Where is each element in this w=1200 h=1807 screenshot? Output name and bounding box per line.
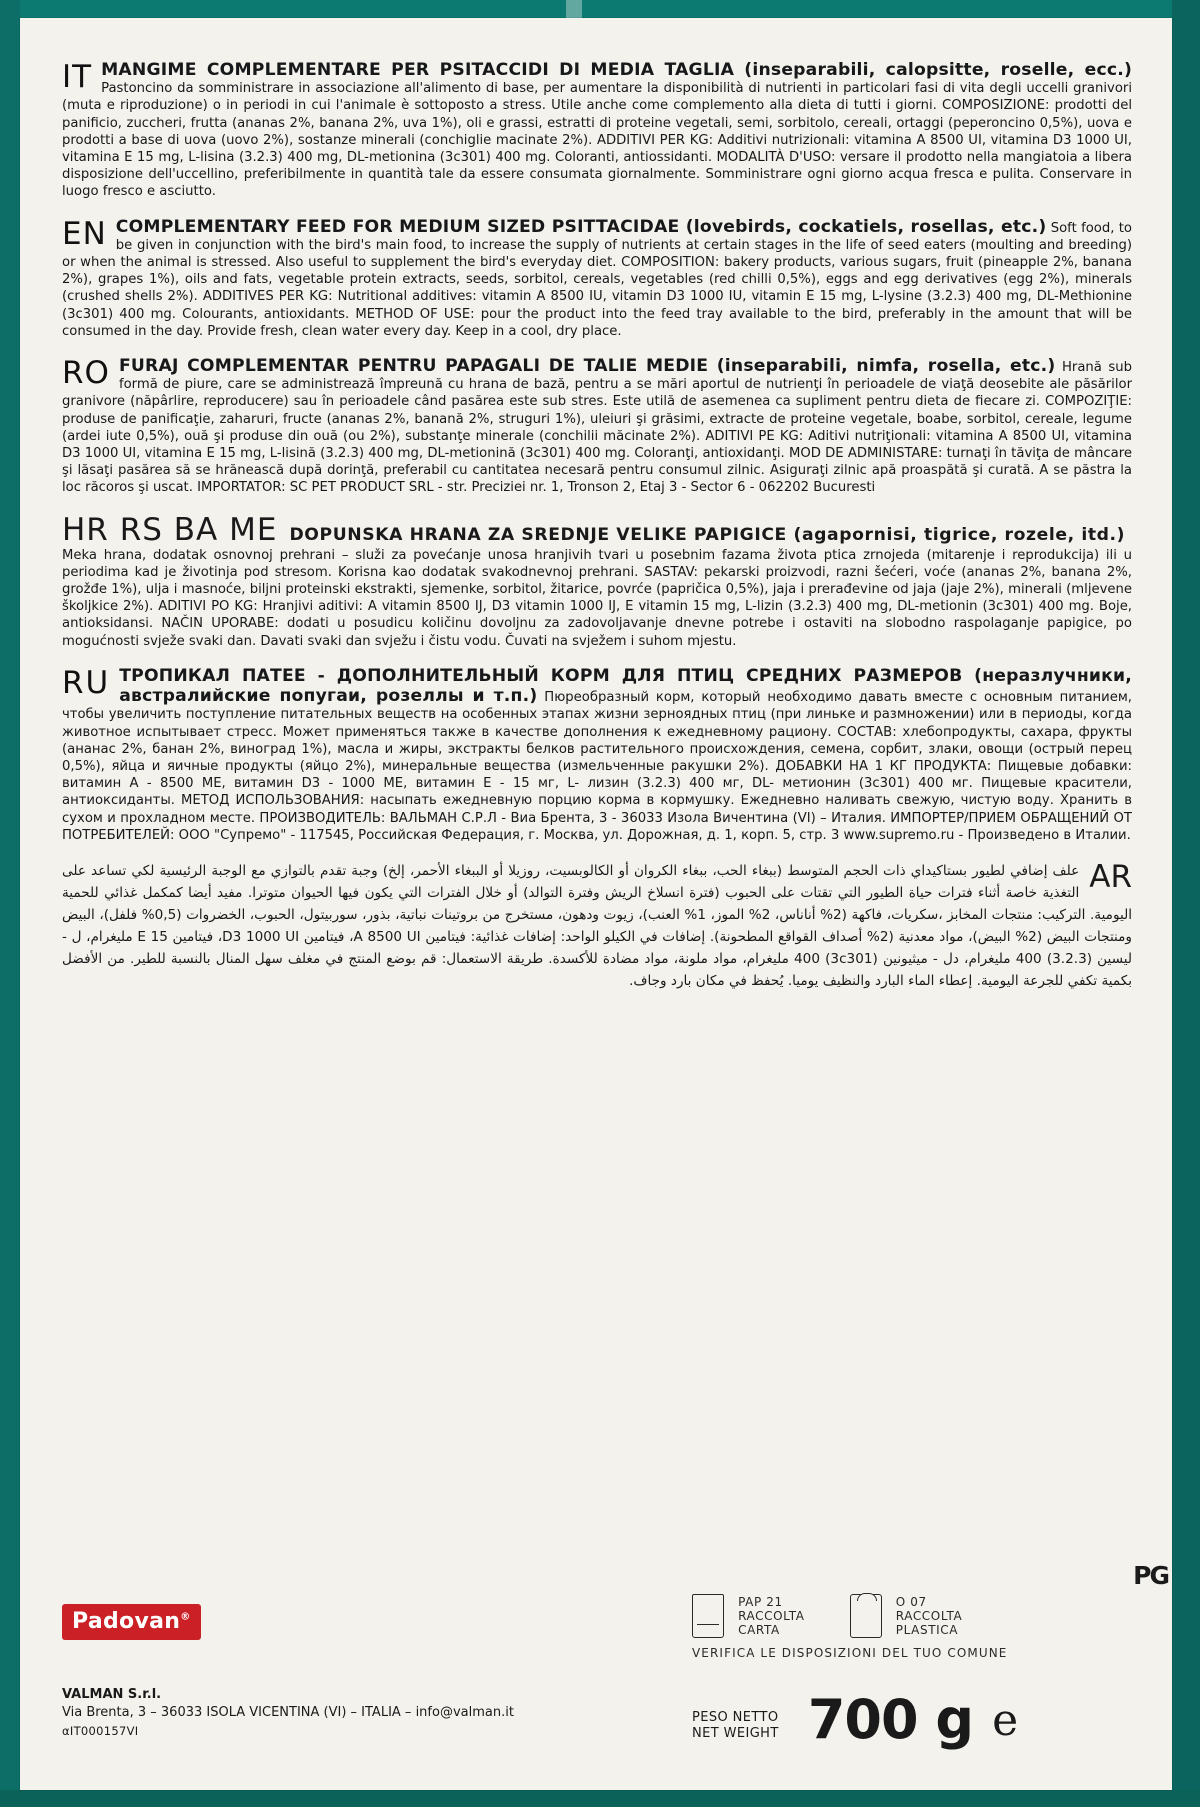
block-body-ro: Hrană sub formă de piure, care se administrează împreună cu hrana de bază, pentru a se mări aportul de nutrienţi în perioadele de viaţă deosebite ale păsărilor granivore (năpârlire, reproducere) sau în perioadele când pasărea este sub stres. Este utilă de asemenea ca supliment pentru dieta de fiecare zi. COMPOZIŢIE: produse de panificaţie, zaharuri, fructe (ananas 2%, banană 2%, struguri 1%), uleiuri şi grăsimi, extracte de proteine vegetale, boabe, sorbitol, cereale, legume (ardei iute 0,5%), ouă şi produse din ouă (ou 2%), substanţe minerale (conchilii măcinate 2%). ADITIVI PE KG: Aditivi nutriţionali: vitamina A 8500 UI, vitamina D3 1000 UI, vitamina E 15 mg, L-lisină (3.2.3) 400 mg, DL-metionină (3c301) 400 mg. Coloranţi, antioxidanţi. MOD DE ADMINISTARE: turnaţi în tăviţa de mâncare şi lăsaţi pasărea să se hrănească după dorinţă, preferabil cu cantitatea necesară pentru consumul zilnic. Asiguraţi zilnic apă proaspătă şi curată. A se păstra la loc răcoros şi uscat. IMPORTATOR: SC PET PRODUCT SRL - str. Preciziei nr. 1, Tronson 2, Etaj 3 - Sector 6 - 062202 Bucuresti — [62, 360, 1132, 496]
net-weight-value: 700 g — [807, 1688, 973, 1751]
block-body-en: Soft food, to be given in conjunction with the bird's main food, to increase the supply of nutrients at certain stages in the life of seed eaters (moulting and breeding) or when the animal is stressed. Also useful to supplement the bird's everyday diet. COMPOSITION: bakery products, various sugars, fruit (pineapple 2%, banana 2%), grapes 1%), oils and fats, vegetable protein extracts, seeds, sorbitol, cereals, vegetables (red chilli 0,5%), eggs and egg derivatives (egg 2%), minerals (crushed shells 2%). ADDITIVES PER KG: Nutritional additives: vitamin A 8500 IU, vitamin D3 1000 IU, vitamin E 15 mg, L-lysine (3.2.3) 400 mg, DL-Methionine (3c301) 400 mg. Colourants, antioxidants. METHOD OF USE: pour the product into the feed tray available to the bird, preferably in the amount that will be consumed in the day. Provide fresh, clean water every day. Keep in a cool, dry place. — [62, 220, 1132, 339]
block-text-it — [62, 60, 1132, 201]
recycling-verify-note: VERIFICA LE DISPOSIZIONI DEL TUO COMUNE — [692, 1646, 1008, 1660]
recycling-line2-plastic: PLASTICA — [895, 1623, 959, 1637]
padovan-logo — [62, 1604, 201, 1640]
recycling-item-plastic — [850, 1594, 963, 1638]
language-code-en: EN — [62, 215, 107, 252]
language-block-hr-rs-ba-me — [62, 513, 1132, 650]
batch-code: αIT000157VI — [62, 1724, 139, 1738]
block-title-it: MANGIME COMPLEMENTARE PER PSITACCIDI DI MEDIA TAGLIA (inseparabili, calopsitte, roselle, ecc.) — [101, 60, 1132, 80]
package-right-edge — [1172, 0, 1200, 1807]
company-name: VALMAN S.r.l. — [62, 1687, 162, 1702]
language-block-en — [62, 217, 1132, 340]
brand-name: Padovan — [72, 1609, 181, 1634]
language-code-ar: AR — [1089, 858, 1132, 895]
recycling-marks — [692, 1594, 1022, 1638]
hr-heading-row — [62, 513, 1132, 547]
net-weight-label-it: PESO NETTO — [692, 1710, 779, 1725]
package-scuff-mark — [566, 0, 582, 18]
block-title-ru: ТРОПИКАЛ ПАТЕЕ - ДОПОЛНИТЕЛЬНЫЙ КОРМ ДЛЯ ПТИЦ СРЕДНИХ РАЗМЕРОВ (неразлучники, австралийские попугаи, розеллы и т.п.) — [119, 665, 1132, 707]
recycling-item-paper — [692, 1594, 805, 1638]
language-code-hr-rs-ba-me: HR RS BA ME — [62, 511, 278, 548]
language-code-ru: RU — [62, 664, 111, 701]
net-weight-label-en: NET WEIGHT — [692, 1726, 779, 1741]
block-title-hr: DOPUNSKA HRANA ZA SREDNJE VELIKE PAPIGICE (agapornisi, tigrice, rozele, itd.) — [289, 524, 1126, 545]
block-text-ru — [62, 666, 1132, 844]
net-weight-labels — [692, 1710, 779, 1746]
paper-box-icon — [692, 1594, 724, 1638]
plastic-bag-icon — [850, 1594, 882, 1638]
block-title-en: COMPLEMENTARY FEED FOR MEDIUM SIZED PSITTACIDAE (lovebirds, cockatiels, rosellas, etc.) — [115, 216, 1047, 237]
recycling-code-paper: PAP 21 — [738, 1595, 783, 1609]
label-panel — [20, 18, 1172, 1790]
language-block-ar — [62, 860, 1132, 992]
language-code-it: IT — [62, 59, 93, 95]
block-text-ro — [62, 356, 1132, 497]
recycling-line2-paper: CARTA — [738, 1623, 780, 1637]
recycling-line1-paper: RACCOLTA — [738, 1609, 805, 1623]
language-block-it — [62, 60, 1132, 201]
package-bottom-edge — [0, 1790, 1200, 1807]
label-content — [20, 18, 1172, 1008]
language-block-ro — [62, 356, 1132, 497]
block-title-ro: FURAJ COMPLEMENTAR PENTRU PAPAGALI DE TALIE MEDIE (inseparabili, nimfa, rosella, etc.) — [118, 356, 1056, 377]
net-weight-block — [692, 1688, 1162, 1751]
language-code-ro: RO — [62, 355, 110, 392]
label-footer — [62, 1594, 1132, 1764]
recycling-line1-plastic: RACCOLTA — [895, 1609, 963, 1623]
recycling-code-plastic: O 07 — [895, 1595, 927, 1609]
company-info — [62, 1686, 514, 1740]
language-block-ru — [62, 666, 1132, 844]
package-top-edge — [0, 0, 1200, 18]
recycling-text-plastic — [896, 1594, 963, 1637]
eac-conformity-mark: PG — [1133, 1561, 1168, 1590]
recycling-text-paper — [738, 1594, 805, 1637]
block-body-it: Pastoncino da somministrare in associazione all'alimento di base, per aumentare la disponibilità di nutrienti in particolari fasi di vita degli uccelli granivori (muta e riproduzione) o in periodi in cui l'animale è sottoposto a stress. Utile anche come complemento alla dieta di tutti i giorni. COMPOSIZIONE: prodotti del panificio, zuccheri, frutta (ananas 2%, banana 2%, uva 1%), oli e grassi, estratti di proteine vegetali, semi, sorbitolo, cereali, ortaggi (peperoncino 0,5%), uova e prodotti a base di uova (uovo 2%), sostanze minerali (conchiglie macinate 2%). ADDITIVI PER KG: Additivi nutrizionali: vitamina A 8500 UI, vitamina D3 1000 UI, vitamina E 15 mg, L-lisina (3.2.3) 400 mg, DL-metionina (3c301) 400 mg. Coloranti, antiossidanti. MODALITÀ D'USO: versare il prodotto nella mangiatoia a libera disposizione dell'uccellino, preferibilmente in quantità tale da essere consumata giornalmente. Somministrare ogni giorno acqua fresca e pulita. Conservare in luogo fresco e asciutto. — [62, 81, 1132, 200]
registered-mark: ® — [180, 1611, 191, 1623]
brand-block — [62, 1604, 262, 1640]
block-body-hr: Meka hrana, dodatak osnovnoj prehrani – služi za povećanje unosa hranjivih tvari u posebnim fazama života ptica zrnojeda (mitarenje i reprodukcija) ili u periodima kad je životinja pod stresom. Korisna kao dodatak svakodnevnoj prehrani. SASTAV: pekarski proizvodi, razni šećeri, voće (ananas 2%, banana 2%, grožđe 1%), ulja i masnoće, biljni proteinski ekstrakti, sjemenke, sorbitol, žitarice, povrće (papričica 0,5%), jaja i prerađevine od jaja (jaje 2%), minerali (mljevene školjkice 2%). ADITIVI PO KG: Hranjivi aditivi: A vitamin 8500 IJ, D3 vitamin 1000 IJ, E vitamin 15 mg, L-lizin (3.2.3) 400 mg, DL-metionin (3c301) 400 mg. Boje, antioksidansi. NAČIN UPORABE: dodati u posudicu količinu dovoljnu za zadovoljavanje dnevne potrebe i ostaviti na slobodno raspolaganje papigice, po mogućnosti svježe svaki dan. Davati svaki dan svježu i čistu vodu. Čuvati na svježem i suhom mjestu. — [62, 547, 1132, 649]
company-address: Via Brenta, 3 – 36033 ISOLA VICENTINA (VI) – ITALIA – info@valman.it — [62, 1705, 514, 1720]
block-text-en — [62, 217, 1132, 340]
package-left-edge — [0, 0, 20, 1807]
block-body-ru: Пюреобразный корм, который необходимо давать вместе с основным питанием, чтобы увеличить поступление питательных веществ на особенных этапах жизни зерноядных птиц (при линьке и размножении) или в периоды, когда животное испытывает стресс. Может применяться также в качестве дополнения к ежедневному рациону. СОСТАВ: хлебопродукты, сахара, фрукты (ананас 2%, банан 2%, виноград 1%), масла и жиры, экстракты белков растительного происхождения, семена, сорбит, злаки, овощи (острый перец 0,5%), яйца и яичные продукты (яйцо 2%), минеральные вещества (измельченные ракушки 2%). ДОБАВКИ НА 1 КГ ПРОДУКТА: Пищевые добавки: витамин А - 8500 МЕ, витамин D3 - 1000 МЕ, витамин Е - 15 мг, L- лизин (3.2.3) 400 мг, DL- метионин (3c301) 400 мг. Пищевые красители, антиоксиданты. МЕТОД ИСПОЛЬЗОВАНИЯ: насыпать ежедневную порцию корма в кормушку. Ежедневно наливать свежую, чистую воду. Хранить в сухом и прохладном месте. ПРОИЗВОДИТЕЛЬ: ВАЛЬМАН С.Р.Л - Виа Брента, 3 - 36033 Изола Вичентина (VI) – Италия. ИМПОРТЕР/ПРИЕМ ОБРАЩЕНИЙ ОТ ПОТРЕБИТЕЛЕЙ: ООО "Супремо" - 117545, Российская Федерация, г. Москва, ул. Дорожная, д. 1, корп. 5, стр. 3 www.supremo.ru - Произведено в Италии. — [62, 690, 1132, 843]
estimated-sign-icon: e — [992, 1695, 1019, 1746]
block-body-ar: علف إضافي لطيور بستاكيداي ذات الحجم المتوسط (ببغاء الحب، ببغاء الكروان أو الكالوبسيت، روزيلا أو الببغاء الأحمر، إلخ) وجبة تقدم بالتوازي مع الوجبة الرئيسية لكي تساعد على التغذية خاصة أثناء فترات حياة الطيور التي تقتات على الحبوب (فترة انسلاخ الريش وفترة التوالد) أو خلال الفترات التي يكون فيها الحيوان متوترا. مفيد أيضا كمكمل غذائي للحمية اليومية. التركيب: منتجات المخابز ،سكريات، فاكهة (2% أناناس، 2% الموز، 1% العنب)، زيوت ودهون، مستخرج من بروتينات نباتية، بذور، سوربيتول، الحبوب، الخضروات (0,5% فلفل)، البيض ومنتجات البيض (2% البيض)، مواد معدنية (2% أصداف القواقع المطحونة). إضافات في الكيلو الواحد: إضافات غذائية: فيتامين A 8500 UI، فيتامين D3 1000 UI، فيتامين E 15 مليغرام، ل - ليسين (3.2.3) 400 مليغرام، دل - ميثيونين (3c301) 400 مليغرام، مواد ملونة، مواد مضادة للأكسدة. طريقة الاستعمال: قم بوضع المنتج في مغلف سهل المنال بالنسبة للطير. من الأفضل بكمية تكفي للجرعة اليومية. إعطاء الماء البارد والنظيف يوميا. يُحفظ في مكان بارد وجاف. — [62, 862, 1133, 989]
